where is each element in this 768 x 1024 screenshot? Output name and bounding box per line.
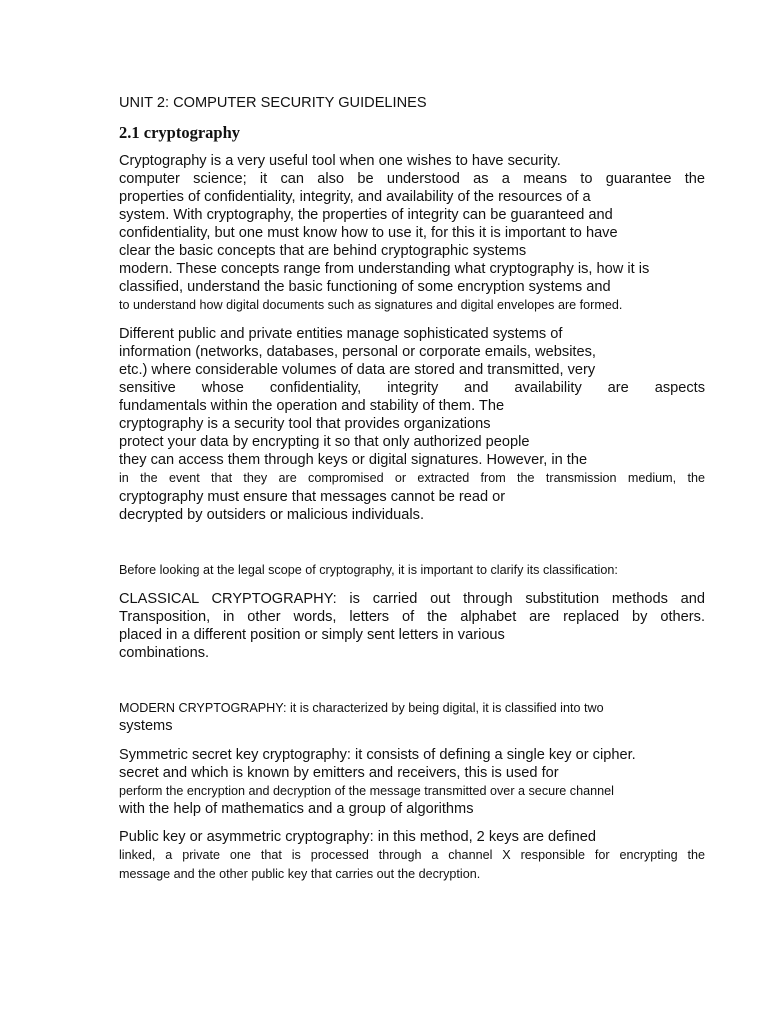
paragraph-line: with the help of mathematics and a group of algorithms <box>119 801 474 817</box>
paragraph-line: computer science; it can also be understood as a means to guarantee the <box>119 171 705 187</box>
paragraph-line: system. With cryptography, the properties of integrity can be guaranteed and <box>119 207 613 223</box>
paragraph-line: clear the basic concepts that are behind cryptographic systems <box>119 243 527 259</box>
paragraph-line: protect your data by encrypting it so that only authorized people <box>119 434 530 450</box>
paragraph-line: message and the other public key that carries out the decryption. <box>119 867 481 881</box>
paragraph-line: modern. These concepts range from understanding what cryptography is, how it is <box>119 261 650 277</box>
paragraph-line: MODERN CRYPTOGRAPHY: it is characterized by being digital, it is classified into two <box>119 701 604 715</box>
paragraph-line: they can access them through keys or digital signatures. However, in the <box>119 452 588 468</box>
paragraph-line: cryptography must ensure that messages cannot be read or <box>119 489 506 505</box>
paragraph-line: in the event that they are compromised or extracted from the transmission medium, the <box>119 471 705 485</box>
paragraph-line: placed in a different position or simply sent letters in various <box>119 627 505 643</box>
unit-title: UNIT 2: COMPUTER SECURITY GUIDELINES <box>119 95 427 111</box>
paragraph-line: Before looking at the legal scope of cryptography, it is important to clarify its classification: <box>119 563 618 577</box>
paragraph-line: secret and which is known by emitters and receivers, this is used for <box>119 765 559 781</box>
paragraph-line: linked, a private one that is processed through a channel X responsible for encrypting the <box>119 848 705 862</box>
paragraph-line: to understand how digital documents such as signatures and digital envelopes are formed. <box>119 298 623 312</box>
paragraph-line: information (networks, databases, personal or corporate emails, websites, <box>119 344 596 360</box>
paragraph-line: Cryptography is a very useful tool when one wishes to have security. <box>119 153 561 169</box>
paragraph-line: CLASSICAL CRYPTOGRAPHY: is carried out through substitution methods and <box>119 591 705 607</box>
paragraph-line: etc.) where considerable volumes of data are stored and transmitted, very <box>119 362 596 378</box>
paragraph-line: Transposition, in other words, letters of the alphabet are replaced by others. <box>119 609 705 625</box>
paragraph-line: classified, understand the basic functioning of some encryption systems and <box>119 279 611 295</box>
paragraph-line: properties of confidentiality, integrity, and availability of the resources of a <box>119 189 591 205</box>
paragraph-line: systems <box>119 718 173 734</box>
paragraph-line: sensitive whose confidentiality, integrity and availability are aspects <box>119 380 705 396</box>
paragraph-line: perform the encryption and decryption of the message transmitted over a secure channel <box>119 784 614 798</box>
paragraph-line: Symmetric secret key cryptography: it consists of defining a single key or cipher. <box>119 747 636 763</box>
section-heading: 2.1 cryptography <box>119 123 240 142</box>
paragraph-line: confidentiality, but one must know how to use it, for this it is important to have <box>119 225 618 241</box>
paragraph-line: Different public and private entities manage sophisticated systems of <box>119 326 563 342</box>
paragraph-line: Public key or asymmetric cryptography: in this method, 2 keys are defined <box>119 829 596 845</box>
paragraph-line: combinations. <box>119 645 210 661</box>
paragraph-line: fundamentals within the operation and stability of them. The <box>119 398 505 414</box>
paragraph-line: decrypted by outsiders or malicious individuals. <box>119 507 424 523</box>
paragraph-line: cryptography is a security tool that provides organizations <box>119 416 491 432</box>
